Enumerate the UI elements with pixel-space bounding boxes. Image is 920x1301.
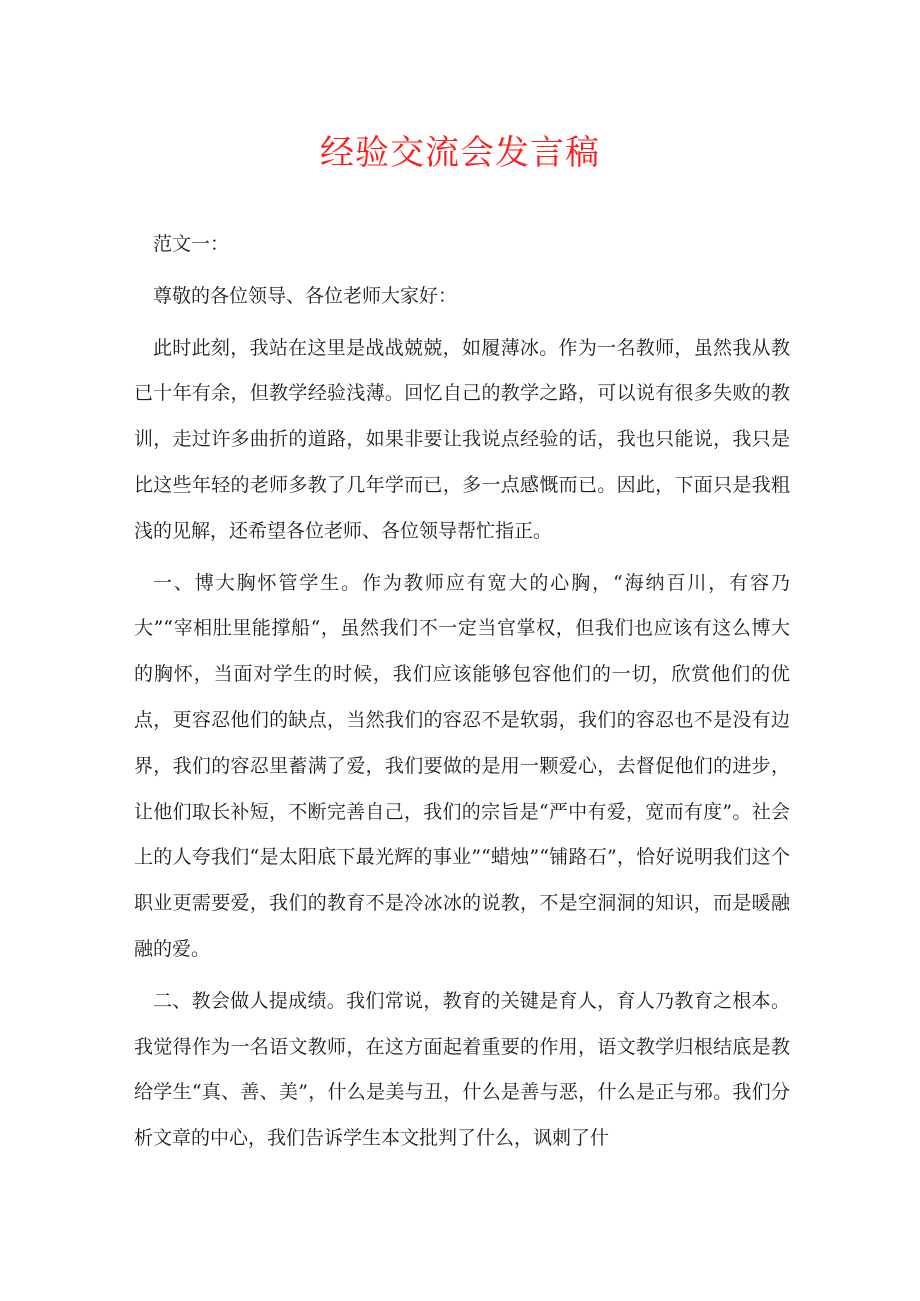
document-title: 经验交流会发言稿: [320, 133, 600, 173]
paragraph-point-two: 二、教会做人提成绩。我们常说，教育的关键是育人，育人乃教育之根本。我觉得作为一名语文教师，在这方面起着重要的作用，语文教学归根结底是教给学生“真、善、美”，什么是美与丑，什么是善与恶，什么是正与邪。我们分析文章的中心，我们告诉学生本文批判了什么，讽刺了什: [134, 989, 790, 1150]
paragraph-intro: 此时此刻，我站在这里是战战兢兢，如履薄冰。作为一名教师，虽然我从教已十年有余，但教学经验浅薄。回忆自己的教学之路，可以说有很多失败的教训，走过许多曲折的道路，如果非要让我说点经验的话，我也只能说，我只是比这些年轻的老师多教了几年学而已，多一点感慨而已。因此，下面只是我粗浅的见解，还希望各位老师、各位领导帮忙指正。: [134, 336, 790, 542]
paragraph-salutation-label: 范文一：: [153, 233, 230, 255]
paragraph-greeting: 尊敬的各位领导、各位老师大家好：: [153, 284, 458, 307]
paragraph-point-one: 一、博大胸怀管学生。作为教师应有宽大的心胸，“海纳百川，有容乃大”“宰相肚里能撑船“，虽然我们不一定当官掌权，但我们也应该有这么博大的胸怀，当面对学生的时候，我们应该能够包容他们的一切，欣赏他们的优点，更容忍他们的缺点，当然我们的容忍不是软弱，我们的容忍也不是没有边界，我们的容忍里蓄满了爱，我们要做的是用一颗爱心，去督促他们的进步，让他们取长补短，不断完善自己，我们的宗旨是“严中有爱，宽而有度”。社会上的人夸我们“是太阳底下最光辉的事业”“蜡烛”“铺路石”，恰好说明我们这个职业更需要爱，我们的教育不是冷冰冰的说教，不是空洞洞的知识，而是暖融融的爱。: [134, 571, 790, 960]
document-body: [134, 222, 790, 1168]
